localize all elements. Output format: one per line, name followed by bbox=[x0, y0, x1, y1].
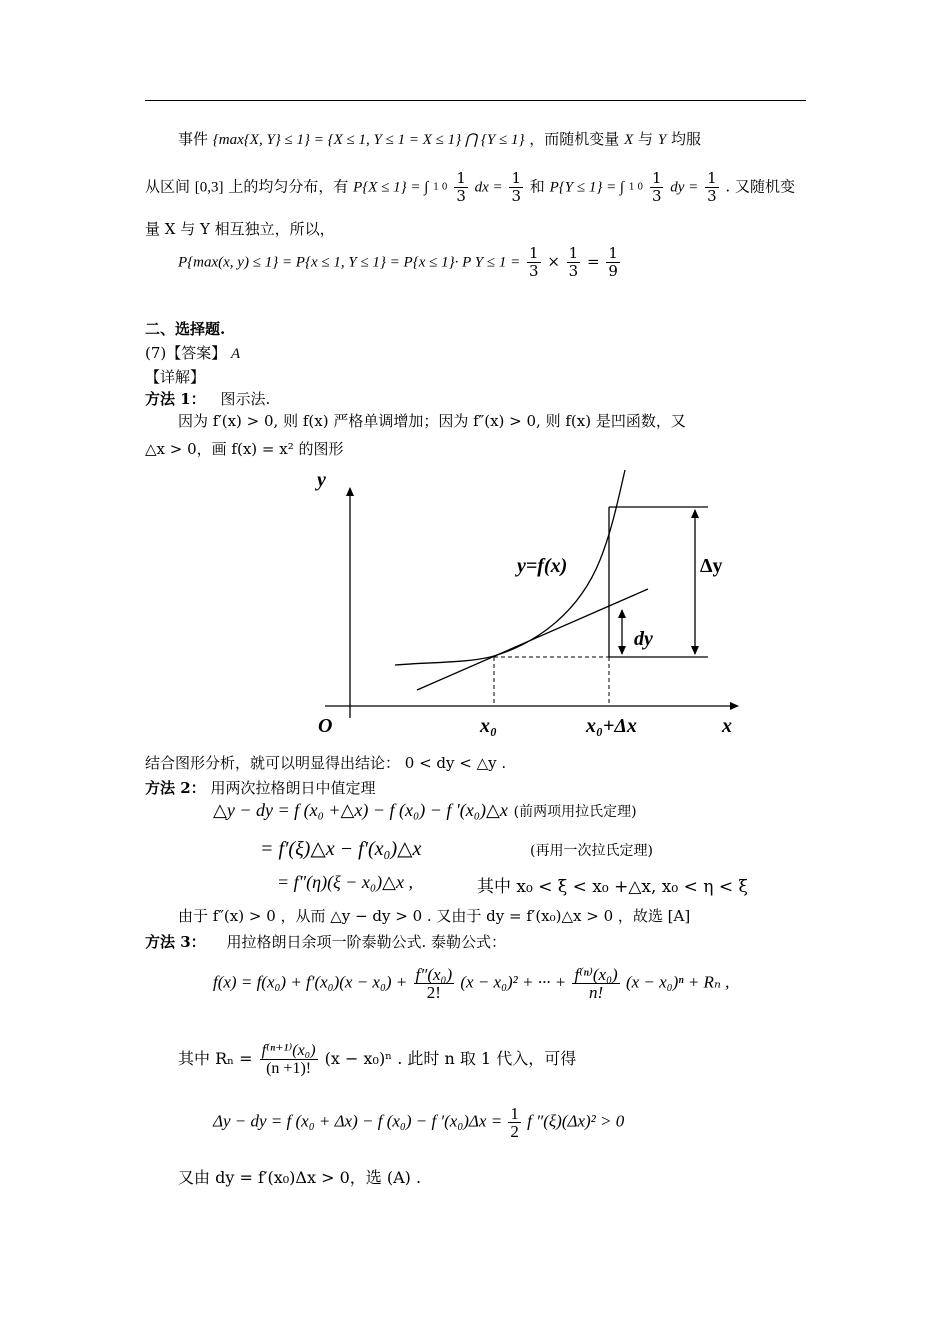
answer-label: (7)【答案】 bbox=[145, 344, 227, 362]
dx: dx = bbox=[474, 179, 503, 196]
method1-line2: △x > 0，画 f(x) = x² 的图形 bbox=[145, 440, 344, 458]
method3-heading bbox=[145, 931, 506, 952]
denominator: 3 bbox=[511, 187, 521, 205]
tangent-line bbox=[417, 589, 648, 690]
numerator: f⁽ⁿ⁾(x₀) bbox=[574, 965, 618, 984]
event-label: 事件 bbox=[178, 130, 209, 148]
denominator: 9 bbox=[608, 262, 618, 280]
fraction bbox=[572, 966, 619, 1001]
origin-label: O bbox=[318, 715, 333, 737]
method-title: 方法 2： bbox=[145, 779, 206, 797]
numerator: 1 bbox=[510, 1104, 519, 1123]
denominator: 3 bbox=[651, 187, 662, 205]
text-fragment: ，而随机变量 bbox=[529, 130, 620, 148]
section-heading: 二、选择题. bbox=[145, 320, 226, 338]
method2-line3-note: 其中 x₀ < ξ < x₀ +△x, x₀ < η < ξ bbox=[477, 877, 748, 897]
method2-line2 bbox=[260, 836, 421, 861]
text-fragment: 其中 Rₙ = bbox=[178, 1049, 253, 1068]
numerator: f⁽ⁿ⁺¹⁾(x₀) bbox=[261, 1042, 316, 1059]
text-fragment: 与 bbox=[638, 130, 654, 148]
method-name: 图示法. bbox=[220, 390, 271, 408]
numerator: 1 bbox=[511, 169, 521, 187]
times-sign: × bbox=[547, 252, 560, 271]
fraction-half bbox=[508, 1105, 521, 1140]
answer-value: A bbox=[231, 346, 241, 362]
numerator: 1 bbox=[456, 169, 466, 187]
delta-equation bbox=[213, 1105, 624, 1140]
var-y: Y bbox=[657, 132, 667, 148]
method2-line2-note: (再用一次拉氏定理) bbox=[530, 843, 653, 859]
equation-part: (x − x₀)² + ··· + bbox=[460, 972, 567, 992]
numerator: 1 bbox=[528, 244, 539, 262]
equation: △y − dy = f (x₀ +△x) − f (x₀) − f ′(x₀)△x bbox=[213, 800, 508, 820]
numerator: 1 bbox=[651, 169, 662, 187]
integral-limits: 1 0 bbox=[628, 182, 644, 193]
method-name: 用两次拉格朗日中值定理 bbox=[210, 779, 376, 797]
denominator: 3 bbox=[456, 187, 466, 205]
denominator: 2 bbox=[510, 1122, 519, 1141]
method2-line1 bbox=[213, 800, 637, 821]
dy: dy = bbox=[670, 179, 699, 196]
integral-limits: 1 0 bbox=[433, 182, 448, 193]
final-line: 又由 dy = f′(x₀)Δx > 0，选 (A) . bbox=[178, 1168, 422, 1187]
y-axis-label: y bbox=[317, 469, 326, 491]
method-title: 方法 1： bbox=[145, 390, 206, 408]
var-x: X bbox=[624, 132, 634, 148]
text-fragment: 和 bbox=[529, 177, 545, 196]
x0dx-label: x₀+Δx bbox=[586, 715, 637, 737]
event-equation: {max{X, Y} ≤ 1} = {X ≤ 1, Y ≤ 1 = X ≤ 1} ⋂ {Y ≤ 1} bbox=[212, 132, 525, 148]
note: (前两项用拉氏定理) bbox=[513, 804, 637, 820]
px-integral: P{X ≤ 1} = ∫ bbox=[353, 179, 429, 196]
equation-part: Δy − dy = f (x₀ + Δx) − f (x₀) − f ′(x₀)Δx = bbox=[213, 1111, 503, 1131]
remainder-line bbox=[178, 1042, 576, 1077]
delta-y-label: Δy bbox=[700, 555, 723, 577]
numerator: 1 bbox=[608, 244, 618, 262]
product-equation: P{max(x, y) ≤ 1} = P{x ≤ 1, Y ≤ 1} = P{x ≤ 1}· P Y ≤ 1 = bbox=[178, 254, 521, 271]
numerator: f″(x₀) bbox=[415, 965, 453, 984]
detail-heading: 【详解】 bbox=[145, 368, 206, 386]
denominator: n! bbox=[588, 983, 604, 1002]
denominator: (n +1)! bbox=[266, 1060, 312, 1077]
x-axis-label: x bbox=[722, 715, 732, 737]
denominator: 3 bbox=[707, 187, 717, 205]
curve-fx bbox=[395, 470, 625, 665]
fraction bbox=[260, 1042, 318, 1077]
equation: = f″(η)(ξ − x₀)△x , bbox=[277, 872, 413, 892]
text-fragment: 从区间 bbox=[145, 177, 191, 196]
method2-line4: 由于 f″(x) > 0 ，从而 △y − dy > 0 . 又由于 dy = f′(x₀)△x > 0 ，故选 [A] bbox=[178, 907, 691, 925]
fraction bbox=[414, 966, 455, 1001]
py-integral: P{Y ≤ 1} = ∫ bbox=[549, 179, 625, 196]
method2-heading bbox=[145, 777, 375, 798]
x0-label: x₀ bbox=[480, 715, 497, 737]
interval: [0,3] bbox=[194, 179, 224, 196]
method2-line3 bbox=[277, 872, 413, 893]
conclusion-line: 结合图形分析，就可以明显得出结论： 0 < dy < △y . bbox=[145, 754, 507, 772]
numerator: 1 bbox=[707, 169, 717, 187]
equation-part: (x − x₀)ⁿ + Rₙ , bbox=[625, 972, 730, 992]
method-title: 方法 3： bbox=[145, 933, 206, 951]
numerator: 1 bbox=[568, 244, 579, 262]
equals-sign: = bbox=[587, 252, 600, 271]
text-fragment: (x − x₀)ⁿ . 此时 n 取 1 代入，可得 bbox=[324, 1049, 577, 1068]
denominator: 2! bbox=[426, 983, 441, 1002]
method-name: 用拉格朗日余项一阶泰勒公式. 泰勒公式： bbox=[226, 933, 506, 951]
taylor-formula bbox=[213, 966, 729, 1001]
paragraph-independent: 量 X 与 Y 相互独立，所以， bbox=[145, 220, 335, 238]
denominator: 3 bbox=[568, 262, 579, 280]
text-fragment: 上的均匀分布，有 bbox=[228, 177, 349, 196]
equation: = f′(ξ)△x − f′(x₀)△x bbox=[260, 838, 422, 860]
denominator: 3 bbox=[528, 262, 539, 280]
method1-line1: 因为 f′(x) > 0, 则 f(x) 严格单调增加；因为 f″(x) > 0, 则 f(x) 是凹函数，又 bbox=[178, 412, 686, 430]
curve-label: y=f(x) bbox=[517, 555, 568, 577]
dy-label: dy bbox=[634, 628, 653, 650]
text-fragment: 均服 bbox=[670, 130, 701, 148]
equation-part: f ″(ξ)(Δx)² > 0 bbox=[527, 1111, 625, 1131]
text-fragment: . 又随机变 bbox=[725, 177, 795, 196]
equation-part: f(x) = f(x₀) + f′(x₀)(x − x₀) + bbox=[213, 972, 408, 992]
